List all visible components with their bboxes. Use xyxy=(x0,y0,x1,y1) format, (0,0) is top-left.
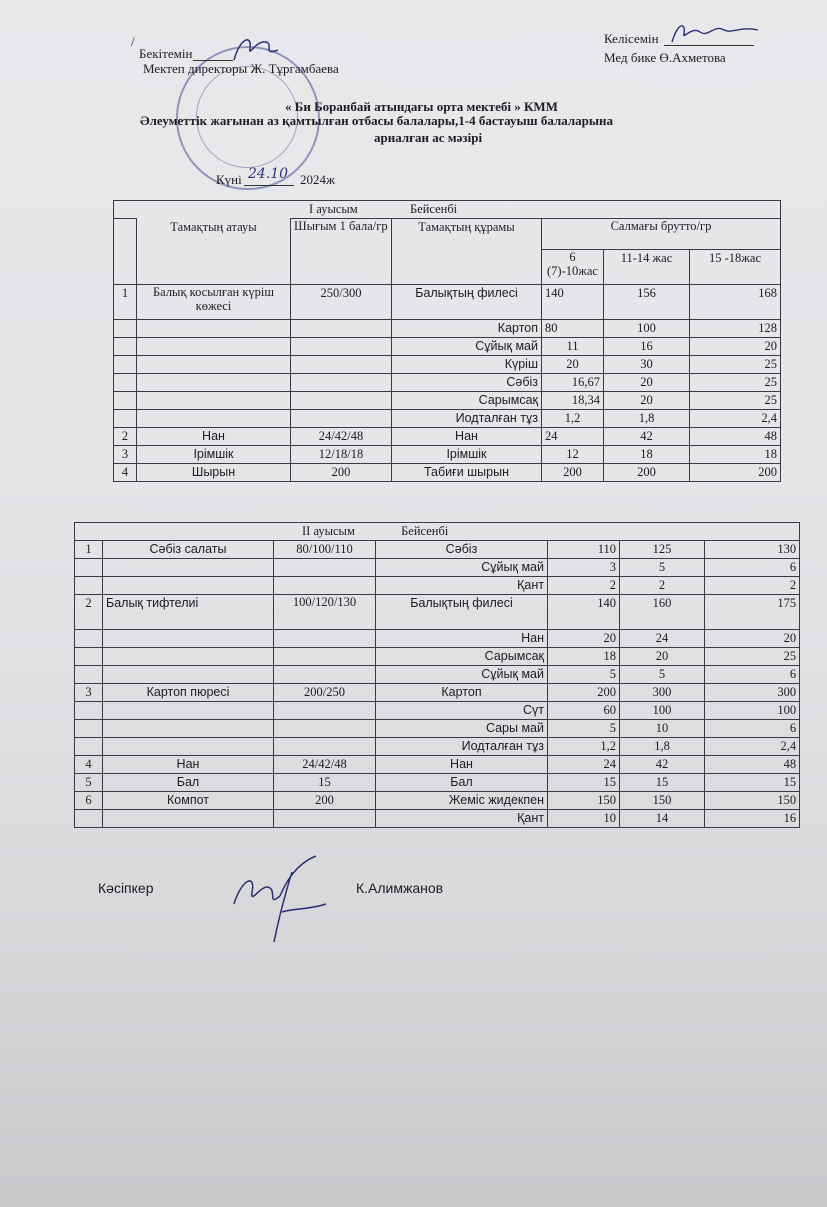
menu-title-line2: арналған ас мәзірі xyxy=(374,130,483,145)
table-header-row xyxy=(75,523,800,541)
table-row xyxy=(114,410,781,428)
dish-name: Сәбіз салаты xyxy=(103,541,274,559)
weight-age2: 20 xyxy=(604,374,690,392)
ingredient: Қант xyxy=(376,810,548,828)
weight-age2: 160 xyxy=(620,595,705,630)
weight-age2: 156 xyxy=(604,285,690,320)
dish-yield: 80/100/110 xyxy=(274,541,376,559)
day-label: Бейсенбі xyxy=(401,524,449,538)
weight-age3: 25 xyxy=(705,648,800,666)
ingredient: Күріш xyxy=(392,356,542,374)
weight-age1: 16,67 xyxy=(542,374,604,392)
weight-age3: 25 xyxy=(690,374,781,392)
ingredient: Сарымсақ xyxy=(392,392,542,410)
weight-age1: 110 xyxy=(548,541,620,559)
weight-age3: 150 xyxy=(705,792,800,810)
vendor-name: К.Алимжанов xyxy=(356,880,444,896)
weight-age3: 20 xyxy=(705,630,800,648)
ingredient: Иодталған тұз xyxy=(392,410,542,428)
weight-age2: 20 xyxy=(620,648,705,666)
weight-age2: 150 xyxy=(620,792,705,810)
ingredient: Табиғи шырын xyxy=(392,464,542,482)
table-body-shift2 xyxy=(75,541,800,828)
table-row xyxy=(114,338,781,356)
table-row xyxy=(75,756,800,774)
ingredient: Сұйық май xyxy=(392,338,542,356)
weight-age3: 168 xyxy=(690,285,781,320)
weight-age1: 140 xyxy=(542,285,604,320)
ingredient: Қант xyxy=(376,577,548,595)
weight-age2: 24 xyxy=(620,630,705,648)
approve-mark: / xyxy=(131,34,135,49)
weight-age1: 80 xyxy=(542,320,604,338)
table-row xyxy=(75,666,800,684)
weight-age3: 48 xyxy=(705,756,800,774)
dish-yield: 200 xyxy=(274,792,376,810)
table-row xyxy=(114,446,781,464)
weight-age2: 15 xyxy=(620,774,705,792)
weight-age3: 2,4 xyxy=(705,738,800,756)
dish-name: Картоп пюресі xyxy=(103,684,274,702)
table-row xyxy=(114,392,781,410)
table-row xyxy=(114,374,781,392)
ingredient: Сұйық май xyxy=(376,559,548,577)
director-name: Мектеп директоры Ж. Тұргамбаева xyxy=(143,61,339,76)
weight-age3: 6 xyxy=(705,559,800,577)
dish-yield: 100/120/130 xyxy=(274,595,376,630)
day-label: Бейсенбі xyxy=(409,202,458,216)
table-header-row xyxy=(114,201,781,219)
table-row xyxy=(75,630,800,648)
table-row xyxy=(75,702,800,720)
approve-label: Бекітемін xyxy=(139,46,193,61)
vendor-label: Кәсіпкер xyxy=(98,880,154,896)
col-header-composition: Тамақтың құрамы xyxy=(392,219,542,285)
dish-yield: 24/42/48 xyxy=(274,756,376,774)
weight-age2: 200 xyxy=(604,464,690,482)
weight-age3: 16 xyxy=(705,810,800,828)
nurse-name: Мед бике Ө.Ахметова xyxy=(604,50,726,65)
weight-age2: 10 xyxy=(620,720,705,738)
dish-yield: 250/300 xyxy=(291,285,392,320)
row-number: 2 xyxy=(75,595,103,630)
dish-name: Шырын xyxy=(137,464,291,482)
weight-age2: 100 xyxy=(604,320,690,338)
table-header-row xyxy=(114,219,781,250)
weight-age3: 48 xyxy=(690,428,781,446)
col-header-weight: Салмағы брутто/гр xyxy=(542,219,781,250)
dish-name: Балық тифтелиі xyxy=(103,595,274,630)
row-number: 1 xyxy=(114,285,137,320)
row-number: 4 xyxy=(114,464,137,482)
weight-age2: 42 xyxy=(620,756,705,774)
shift-label: I ауысым xyxy=(309,202,358,216)
col-header-age3: 15 -18жас xyxy=(690,250,781,285)
ingredient: Жеміс жидекпен xyxy=(376,792,548,810)
weight-age1: 1,2 xyxy=(548,738,620,756)
weight-age3: 128 xyxy=(690,320,781,338)
dish-name: Ірімшік xyxy=(137,446,291,464)
weight-age3: 25 xyxy=(690,356,781,374)
ingredient: Сұйық май xyxy=(376,666,548,684)
weight-age2: 125 xyxy=(620,541,705,559)
weight-age2: 2 xyxy=(620,577,705,595)
table-row xyxy=(75,720,800,738)
weight-age3: 2,4 xyxy=(690,410,781,428)
ingredient: Балықтың филесі xyxy=(392,285,542,320)
weight-age1: 5 xyxy=(548,666,620,684)
table-row xyxy=(114,428,781,446)
weight-age1: 2 xyxy=(548,577,620,595)
table-row xyxy=(75,541,800,559)
weight-age1: 20 xyxy=(548,630,620,648)
weight-age2: 14 xyxy=(620,810,705,828)
weight-age2: 300 xyxy=(620,684,705,702)
dish-yield: 200 xyxy=(291,464,392,482)
dish-name: Балық косылған күріш көжесі xyxy=(137,285,291,320)
table-row xyxy=(75,559,800,577)
dish-yield: 24/42/48 xyxy=(291,428,392,446)
table-row xyxy=(114,285,781,320)
agree-line xyxy=(664,45,754,46)
agree-label: Келісемін xyxy=(604,31,659,46)
ingredient: Нан xyxy=(392,428,542,446)
ingredient: Ірімшік xyxy=(392,446,542,464)
weight-age2: 5 xyxy=(620,559,705,577)
date-label: Күні xyxy=(216,172,242,187)
table-row xyxy=(114,356,781,374)
weight-age1: 200 xyxy=(542,464,604,482)
weight-age3: 100 xyxy=(705,702,800,720)
weight-age3: 25 xyxy=(690,392,781,410)
ingredient: Бал xyxy=(376,774,548,792)
table-row xyxy=(75,774,800,792)
date-handwritten: 24.10 xyxy=(248,166,289,182)
weight-age1: 150 xyxy=(548,792,620,810)
date-year: 2024ж xyxy=(300,172,335,187)
weight-age2: 100 xyxy=(620,702,705,720)
ingredient: Нан xyxy=(376,756,548,774)
weight-age3: 20 xyxy=(690,338,781,356)
weight-age1: 20 xyxy=(542,356,604,374)
row-number: 3 xyxy=(114,446,137,464)
weight-age1: 140 xyxy=(548,595,620,630)
ingredient: Сәбіз xyxy=(376,541,548,559)
row-number: 2 xyxy=(114,428,137,446)
weight-age1: 200 xyxy=(548,684,620,702)
row-number: 1 xyxy=(75,541,103,559)
weight-age2: 20 xyxy=(604,392,690,410)
weight-age3: 6 xyxy=(705,666,800,684)
shift-label: II ауысым xyxy=(302,524,355,538)
weight-age1: 24 xyxy=(548,756,620,774)
dish-name: Компот xyxy=(103,792,274,810)
dish-name: Нан xyxy=(137,428,291,446)
weight-age1: 11 xyxy=(542,338,604,356)
weight-age1: 10 xyxy=(548,810,620,828)
table-row xyxy=(75,577,800,595)
ingredient: Сарымсақ xyxy=(376,648,548,666)
menu-title-line1: Әлеуметтік жағынан аз қамтылған отбасы балалары,1-4 бастауыш балаларына xyxy=(140,113,614,128)
table-row xyxy=(75,684,800,702)
weight-age3: 2 xyxy=(705,577,800,595)
nurse-signature xyxy=(668,18,763,48)
weight-age2: 1,8 xyxy=(604,410,690,428)
weight-age1: 1,2 xyxy=(542,410,604,428)
weight-age2: 18 xyxy=(604,446,690,464)
weight-age1: 18 xyxy=(548,648,620,666)
dish-yield: 200/250 xyxy=(274,684,376,702)
weight-age3: 18 xyxy=(690,446,781,464)
row-number: 6 xyxy=(75,792,103,810)
dish-name: Нан xyxy=(103,756,274,774)
ingredient: Балықтың филесі xyxy=(376,595,548,630)
weight-age3: 130 xyxy=(705,541,800,559)
weight-age3: 300 xyxy=(705,684,800,702)
menu-table-shift1 xyxy=(113,200,781,482)
table-row xyxy=(75,792,800,810)
row-number: 4 xyxy=(75,756,103,774)
col-header-name: Тамақтың атауы xyxy=(137,219,291,285)
weight-age1: 12 xyxy=(542,446,604,464)
table-row xyxy=(75,810,800,828)
table-row xyxy=(114,320,781,338)
ingredient: Сары май xyxy=(376,720,548,738)
weight-age1: 60 xyxy=(548,702,620,720)
weight-age3: 200 xyxy=(690,464,781,482)
ingredient: Нан xyxy=(376,630,548,648)
dish-yield: 15 xyxy=(274,774,376,792)
weight-age2: 16 xyxy=(604,338,690,356)
ingredient: Сүт xyxy=(376,702,548,720)
row-number: 3 xyxy=(75,684,103,702)
weight-age2: 30 xyxy=(604,356,690,374)
weight-age1: 3 xyxy=(548,559,620,577)
ingredient: Картоп xyxy=(376,684,548,702)
ingredient: Сәбіз xyxy=(392,374,542,392)
vendor-signature xyxy=(222,852,332,944)
dish-yield: 12/18/18 xyxy=(291,446,392,464)
school-name: « Би Боранбай атындағы орта мектебі » КММ xyxy=(285,99,558,114)
table-row xyxy=(75,648,800,666)
weight-age2: 1,8 xyxy=(620,738,705,756)
table-row xyxy=(114,464,781,482)
ingredient: Иодталған тұз xyxy=(376,738,548,756)
row-number: 5 xyxy=(75,774,103,792)
dish-name: Бал xyxy=(103,774,274,792)
table-row xyxy=(75,595,800,630)
col-header-yield: Шығым 1 бала/гр xyxy=(291,219,392,285)
weight-age3: 175 xyxy=(705,595,800,630)
menu-table-shift2 xyxy=(74,522,800,828)
table-body-shift1 xyxy=(114,285,781,482)
ingredient: Картоп xyxy=(392,320,542,338)
weight-age2: 5 xyxy=(620,666,705,684)
weight-age1: 5 xyxy=(548,720,620,738)
weight-age3: 15 xyxy=(705,774,800,792)
weight-age1: 18,34 xyxy=(542,392,604,410)
weight-age1: 24 xyxy=(542,428,604,446)
col-header-age1: 6 (7)-10жас xyxy=(542,250,604,285)
col-header-age2: 11-14 жас xyxy=(604,250,690,285)
date-line xyxy=(244,185,294,186)
table-row xyxy=(75,738,800,756)
weight-age1: 15 xyxy=(548,774,620,792)
weight-age2: 42 xyxy=(604,428,690,446)
weight-age3: 6 xyxy=(705,720,800,738)
